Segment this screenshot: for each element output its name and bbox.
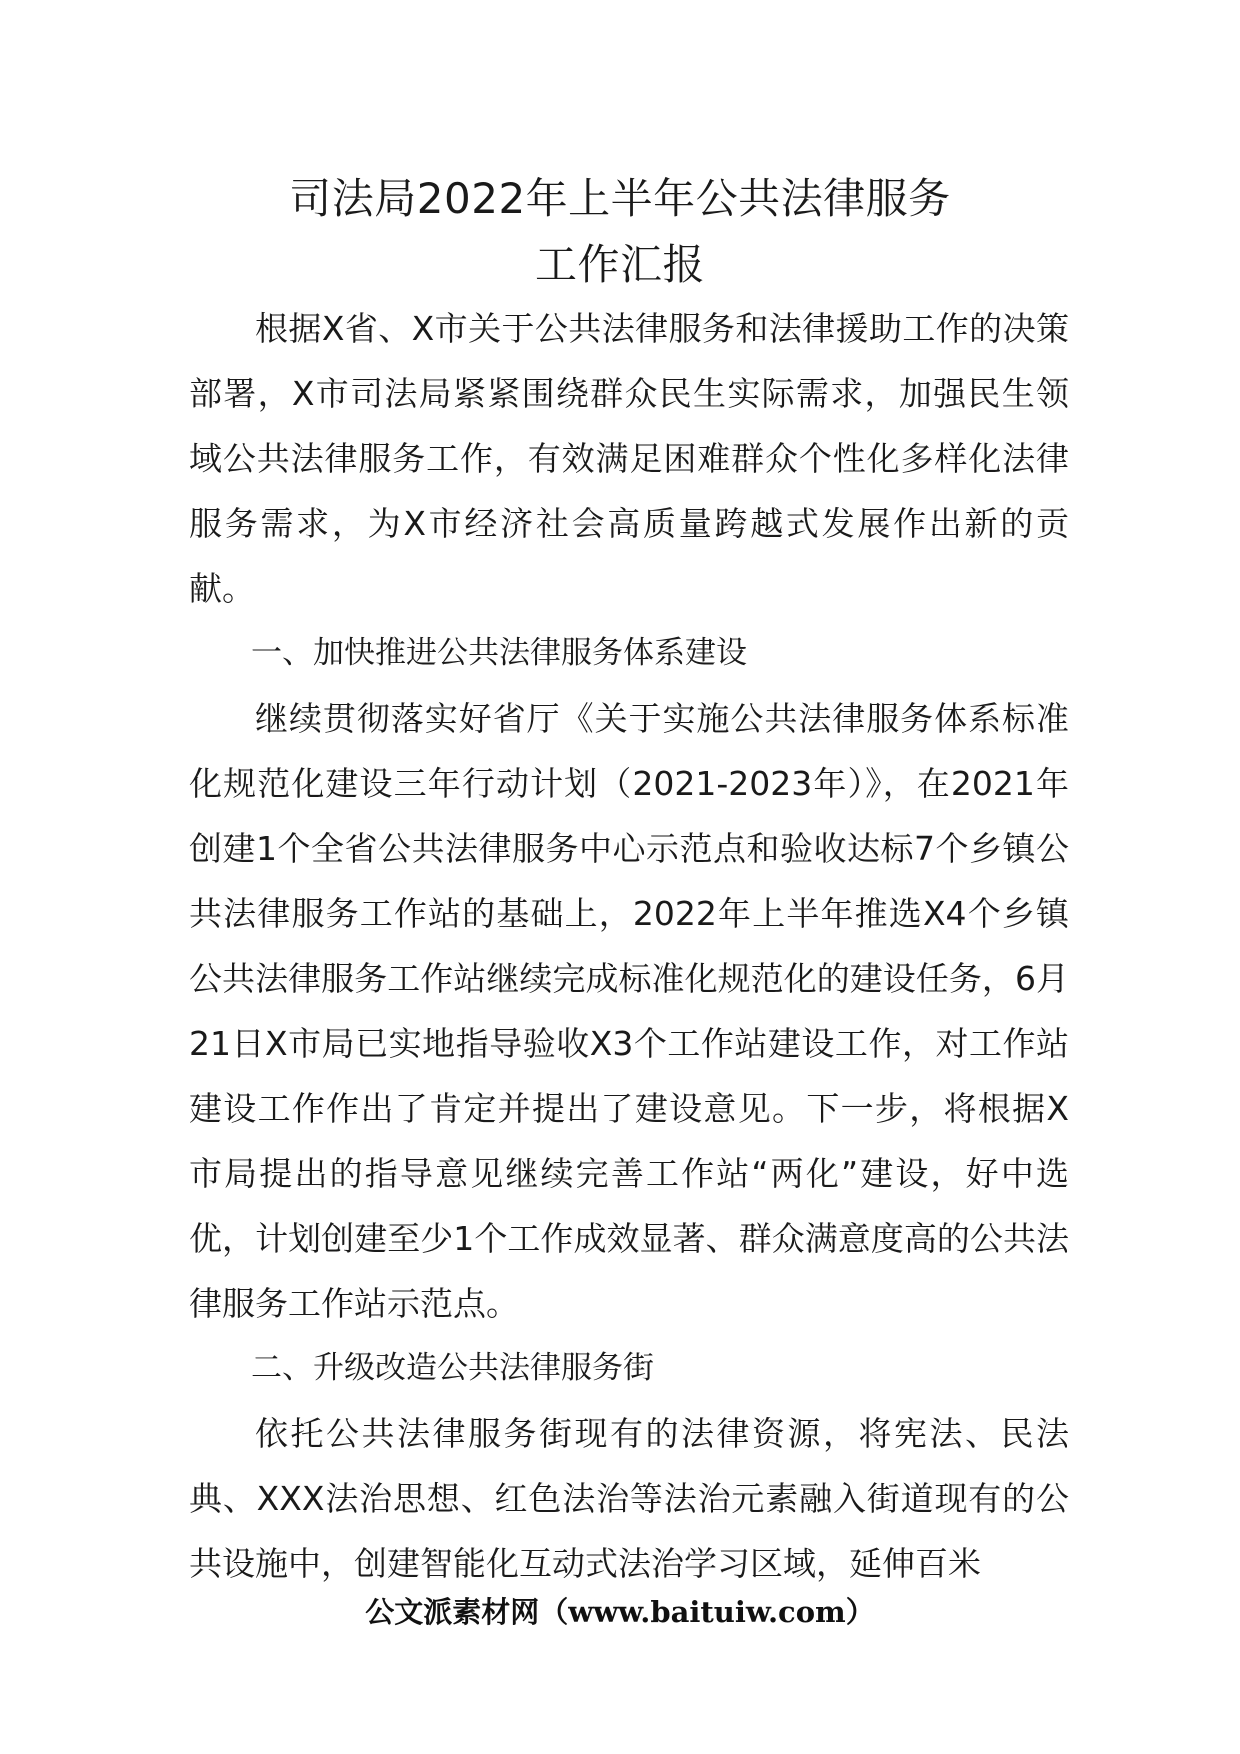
section-2-paragraph: 依托公共法律服务街现有的法律资源，将宪法、民法典、XXX法治思想、红色法治等法治元素融入街道现有的公共设施中，创建智能化互动式法治学习区域，延伸百米 xyxy=(189,1414,1069,1583)
document-title-line-1: 司法局2022年上半年公共法律服务 xyxy=(289,174,951,223)
document-title-line-2: 工作汇报 xyxy=(534,240,705,289)
section-1-paragraph: 继续贯彻落实好省厅《关于实施公共法律服务体系标准化规范化建设三年行动计划（2021-2023年）》，在2021年创建1个全省公共法律服务中心示范点和验收达标7个乡镇公共法律服务工作站的基础上，2022年上半年推选X4个乡镇公共法律服务工作站继续完成标准化规范化的建设任务，6月21日X市局已实地指导验收X3个工作站建设工作，对工作站建设工作作出了肯定并提出了建设意见。下一步，将根据X市局提出的指导意见继续完善工作站“两化”建设，好中选优，计划创建至少1个工作成效显著、群众满意度高的公共法律服务工作站示范点。 xyxy=(189,699,1069,1323)
footer-watermark: 公文派素材网（www.baituiw.com） xyxy=(365,1595,875,1629)
section-1-heading: 一、加快推进公共法律服务体系建设 xyxy=(251,635,747,671)
intro-paragraph: 根据X省、X市关于公共法律服务和法律援助工作的决策部署，X市司法局紧紧围绕群众民生实际需求，加强民生领域公共法律服务工作，有效满足困难群众个性化多样化法律服务需求，为X市经济社会高质量跨越式发展作出新的贡献。 xyxy=(189,309,1069,608)
document-body xyxy=(189,296,1069,1596)
section-2-heading: 二、升级改造公共法律服务街 xyxy=(251,1350,654,1386)
